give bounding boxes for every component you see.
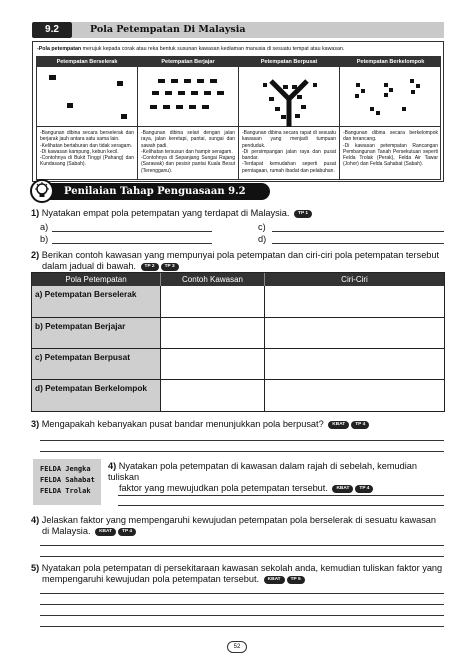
summary-column-text: -Bangunan dibina selari dengan jalan raya, jalan keretapi, pantai, sungai dan sawah padi. -Kelihatan tersusun dan hampir seragam. -Contohnya di Sepanjang Sungai Rajang (Sarawak) dan pesisir pantai Kuala Besut (Terengganu). (141, 130, 235, 174)
question-6: 5) Nyatakan pola petempatan di persekitaraan kawasan sekolah anda, kemudian tuliskan faktor yang mempengaruhi kewujudan pola petempatan tersebut. KBAT TP 5 (31, 563, 443, 584)
summary-column-title: Petempatan Berkelompok (340, 57, 441, 67)
answer-line[interactable] (40, 451, 444, 452)
answer-line[interactable] (40, 615, 444, 616)
kbat-tag: KBAT (328, 421, 349, 429)
tp-tag: TP 4 (355, 485, 373, 493)
answer-line[interactable] (40, 626, 444, 627)
felda-label: FELDA Jengka (40, 465, 91, 473)
answer-line-b[interactable] (52, 243, 212, 244)
summary-column-text: -Bangunan dibina secara rapat di sesuatu kawasan yang menjadi tumpuan penduduk. -Di persimpangan jalan raya dan pusat bandar. -Terdapat kemudahan seperti pusat perniagaan, rumah ibadat dan pelabuhan. (242, 130, 336, 174)
summary-column-berpusat (239, 57, 340, 179)
answer-line[interactable] (118, 505, 444, 506)
answer-label-d: d) (258, 234, 267, 244)
felda-label: FELDA Trolak (40, 487, 91, 495)
answer-line[interactable] (40, 593, 444, 594)
table-header: Contoh Kawasan (161, 273, 265, 286)
table-cell-contoh[interactable] (161, 349, 265, 380)
answer-table (31, 272, 445, 412)
table-row-label: a) Petempatan Berselerak (32, 286, 161, 318)
answer-line-a[interactable] (52, 231, 212, 232)
berpusat-diagram (239, 67, 339, 127)
table-cell-ciri[interactable] (265, 380, 444, 411)
summary-column-title: Petempatan Berpusat (239, 57, 339, 67)
summary-column-berselerak (37, 57, 138, 179)
section-number: 9.2 (32, 22, 72, 38)
assessment-title: Penilaian Tahap Penguasaan 9.2 (64, 186, 246, 197)
tp-tag: TP 4 (118, 528, 136, 536)
answer-line[interactable] (40, 604, 444, 605)
table-cell-ciri[interactable] (265, 318, 444, 349)
summary-column-berjajar (138, 57, 239, 179)
answer-line[interactable] (40, 440, 444, 441)
question-1: 1) Nyatakan empat pola petempatan yang terdapat di Malaysia. TP 1 (31, 208, 312, 219)
summary-column-text: -Bangunan dibina secara berselerak dan berjarak jauh antara satu sama lain. -Kelihatan bertaburan dan tidak seragam. -Di kawasan kampung, kebun kecil. -Contohnya di Bukit Tinggi (Pahang) dan Kundasang (Sabah). (40, 130, 134, 168)
berjajar-diagram (138, 67, 238, 127)
answer-line-c[interactable] (272, 231, 444, 232)
table-row-label: c) Petempatan Berpusat (32, 349, 161, 380)
question-4: 4) Nyatakan pola petempatan di kawasan dalam rajah di sebelah, kemudian tuliskan faktor yang mewujudkan pola petempatan tersebut. KBAT TP 4 (108, 461, 418, 493)
felda-diagram (33, 459, 101, 505)
answer-label-b: b) (40, 234, 49, 244)
question-2: 2) Berikan contoh kawasan yang mempunyai pola petempatan dan ciri-ciri pola petempatan tersebut dalam jadual di bawah. TP 2 TP 3 (31, 250, 440, 271)
table-cell-contoh[interactable] (161, 380, 265, 411)
definition-term: -Pola petempatan (37, 46, 82, 52)
answer-line[interactable] (118, 495, 444, 496)
kbat-tag: KBAT (264, 576, 285, 584)
assessment-banner (30, 179, 270, 201)
table-row-label: d) Petempatan Berkelompok (32, 380, 161, 411)
answer-label-c: c) (258, 222, 266, 232)
summary-column-text: -Bangunan dibina secara berkelompok dan terancang. -Di kawasan petempatan Rancangan Pembangunan Tanah Persekutuan seperti Felda Trolak (Perak), Felda Air Tawar (Johor) dan Felda Sahabat (Sabah). (343, 130, 438, 168)
page-number: 52 (227, 641, 247, 653)
lightbulb-icon (30, 179, 54, 203)
answer-label-a: a) (40, 222, 49, 232)
tp-tag: TP 1 (294, 210, 312, 218)
summary-column-title: Petempatan Berselerak (37, 57, 137, 67)
table-header: Pola Petempatan (32, 273, 161, 286)
berselerak-diagram (37, 67, 137, 127)
answer-line-d[interactable] (272, 243, 444, 244)
table-cell-ciri[interactable] (265, 349, 444, 380)
question-5: 4) Jelaskan faktor yang mempengaruhi kewujudan petempatan pola berselerak di sesuatu kawasan di Malaysia. KBAT TP 4 (31, 515, 437, 536)
answer-line[interactable] (40, 545, 444, 546)
kbat-tag: KBAT (332, 485, 353, 493)
summary-box (32, 41, 444, 182)
section-header (32, 22, 444, 38)
table-header: Ciri-Ciri (265, 273, 444, 286)
summary-column-title: Petempatan Berjajar (138, 57, 238, 67)
table-cell-contoh[interactable] (161, 286, 265, 318)
tp-tag: TP 3 (161, 263, 179, 271)
answer-line[interactable] (40, 556, 444, 557)
table-cell-ciri[interactable] (265, 286, 444, 318)
definition (37, 46, 441, 52)
definition-text: merujuk kepada corak atau reka bentuk susunan kawasan kediaman manusia di sesuatu tempat atau kawasan. (81, 46, 345, 52)
table-cell-contoh[interactable] (161, 318, 265, 349)
tp-tag: TP 4 (351, 421, 369, 429)
table-row-label: b) Petempatan Berjajar (32, 318, 161, 349)
kbat-tag: KBAT (95, 528, 116, 536)
tp-tag: TP 5 (287, 576, 305, 584)
section-title: Pola Petempatan Di Malaysia (90, 24, 246, 35)
felda-label: FELDA Sahabat (40, 476, 95, 484)
berkelompok-diagram (340, 67, 441, 127)
question-3: 3) Mengapakah kebanyakan pusat bandar menunjukkan pola berpusat? KBAT TP 4 (31, 419, 369, 430)
summary-column-berkelompok (340, 57, 441, 179)
tp-tag: TP 2 (141, 263, 159, 271)
summary-table (36, 56, 441, 180)
